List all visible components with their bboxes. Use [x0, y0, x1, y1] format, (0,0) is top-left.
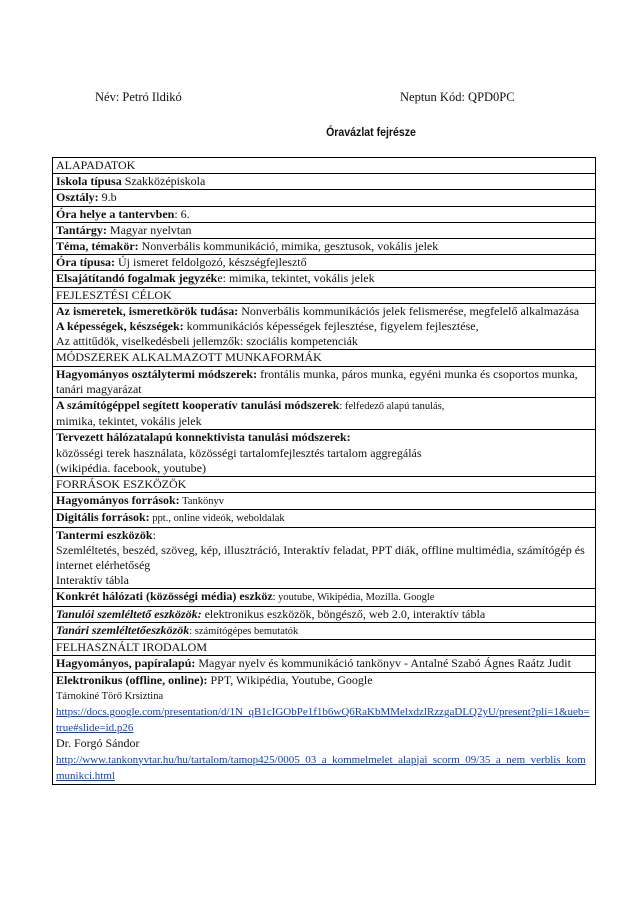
table-row — [53, 303, 596, 350]
reference-link[interactable]: https://docs.google.com/presentation/d/1N_qB1cIGObPe1f1b6wQ6RaKbMMelxdzlRzzgaDLQ2yU/present?pli=1&ueb=true#slide=id.p26 — [56, 705, 590, 735]
table-row — [53, 656, 596, 672]
table-row — [53, 158, 596, 174]
row-tanuloi — [53, 606, 596, 622]
row-elektronikus — [53, 672, 596, 784]
table-row — [53, 622, 596, 639]
row-value: : — [152, 527, 156, 542]
row-label: Óra típusa: — [56, 255, 116, 270]
row-label: A képességek, készségek: — [56, 319, 184, 334]
row-label: Az ismeretek, ismeretkörök tudása: — [56, 303, 239, 318]
row-celok — [53, 303, 596, 350]
table-row — [53, 239, 596, 255]
row-value: (wikipédia. facebook, youtube) — [56, 460, 206, 475]
author-name: Tárnokiné Törő Krsiztina — [56, 690, 164, 702]
row-value: közösségi terek használata, közösségi tartalomfejlesztés tartalom aggregálás — [56, 445, 422, 460]
author-name: Dr. Forgó Sándor — [56, 736, 140, 751]
table-row — [53, 527, 596, 589]
row-value: kommunikációs képességek fejlesztése, figyelem fejlesztése, — [183, 319, 479, 334]
section-forrasok: FORRÁSOK ESZKÖZÖK — [53, 477, 596, 493]
row-tantermi — [53, 527, 596, 589]
row-ora-tipusa — [53, 255, 596, 271]
row-konkret — [53, 589, 596, 606]
row-label: Iskola típusa — [56, 174, 122, 189]
table-row — [53, 398, 596, 430]
table-row — [53, 366, 596, 397]
row-value: ppt., online videók, weboldalak — [149, 513, 285, 525]
row-label: Hagyományos források: — [56, 493, 180, 508]
row-value: Szemléltetés, beszéd, szöveg, kép, illusztráció, Interaktív feladat, PPT diák, offline multimédia, számítógép és internet elérhetőség — [56, 542, 585, 573]
row-halozat — [53, 430, 596, 477]
row-label: Tanulói szemléltető eszközök: — [56, 606, 202, 621]
table-row — [53, 350, 596, 366]
row-value: Nonverbális kommunikációs jelek felismerése, megfelelő alkalmazása — [238, 303, 580, 318]
section-fejlesztesi: FEJLESZTÉSI CÉLOK — [53, 287, 596, 303]
table-row — [53, 430, 596, 477]
section-modszerek: MÓDSZEREK ALKALMAZOTT MUNKAFORMÁK — [53, 350, 596, 366]
row-label: Tervezett hálózatalapú konnektivista tanulási módszerek: — [56, 430, 351, 445]
table-row — [53, 589, 596, 606]
row-dig-forras — [53, 510, 596, 527]
section-alapadatok: ALAPADATOK — [53, 158, 596, 174]
row-fogalmak — [53, 271, 596, 287]
row-value: Szakközépiskola — [121, 174, 206, 189]
table-row — [53, 640, 596, 656]
row-tema — [53, 239, 596, 255]
table-row — [53, 606, 596, 622]
row-iskola — [53, 174, 596, 190]
row-value: Interaktív tábla — [56, 573, 129, 588]
row-value: : felfedező alapú tanulás, — [339, 401, 445, 413]
row-label: Tantárgy: — [56, 222, 107, 237]
row-value: Magyar nyelvtan — [106, 222, 192, 237]
row-szamitogep — [53, 398, 596, 430]
row-osztaly — [53, 190, 596, 206]
table-row — [53, 255, 596, 271]
row-tanari — [53, 622, 596, 639]
table-row — [53, 672, 596, 784]
row-hagy-forras — [53, 493, 596, 510]
row-label: Hagyományos osztálytermi módszerek: — [56, 366, 258, 381]
section-irodalom: FELHASZNÁLT IRODALOM — [53, 640, 596, 656]
row-papir — [53, 656, 596, 672]
row-value: : számítógépes bemutatók — [189, 625, 299, 637]
row-label: Elsajátítandó fogalmak jegyzék — [56, 271, 218, 286]
student-name: Név: Petró Ildikó — [95, 90, 182, 104]
row-value: PPT, Wikipédia, Youtube, Google — [207, 672, 373, 687]
row-value: : 6. — [174, 206, 190, 221]
row-value: Tankönyv — [179, 496, 224, 508]
table-row — [53, 190, 596, 206]
reference-link[interactable]: http://www.tankonyvtar.hu/hu/tartalom/tamop425/0005_03_a_kommelmelet_alapjai_scorm_09/35_a_nem_verblis_kommunikci.html — [56, 753, 586, 782]
row-value: elektronikus eszközök, böngésző, web 2.0, interaktív tábla — [201, 606, 486, 621]
row-label: Osztály: — [56, 190, 99, 205]
table-row — [53, 477, 596, 493]
table-row — [53, 510, 596, 527]
row-value: frontális munka, páros munka, egyéni munka és csoportos munka, tanári magyarázat — [56, 366, 578, 396]
row-label: Tantermi eszközök — [56, 527, 153, 542]
row-label: Óra helye a tantervben — [56, 206, 175, 221]
row-label: Téma, témakör: — [56, 239, 139, 254]
row-value: Nonverbális kommunikáció, mimika, gesztusok, vokális jelek — [138, 239, 439, 254]
row-value: 9.b — [98, 190, 117, 205]
row-value: Magyar nyelv és kommunikáció tankönyv - Antalné Szabó Ágnes Raátz Judit — [195, 656, 571, 671]
row-value: : youtube, Wikipédia, Mozilla. Google — [272, 592, 435, 604]
row-label: Elektronikus (offline, online): — [56, 672, 208, 687]
table-row — [53, 493, 596, 510]
row-label: Digitális források: — [56, 510, 150, 525]
row-label: Hagyományos, papíralapú: — [56, 656, 196, 671]
neptun-code: Neptun Kód: QPD0PC — [400, 90, 515, 104]
row-value: Új ismeret feldolgozó, készségfejlesztő — [115, 255, 307, 270]
row-tantargy — [53, 222, 596, 238]
lesson-plan-table — [52, 157, 596, 785]
page-subtitle: Óravázlat fejrésze — [326, 125, 416, 139]
row-value: Az attitűdök, viselkedésbeli jellemzők: szociális kompetenciák — [56, 334, 358, 349]
row-value: e: mimika, tekintet, vokális jelek — [217, 271, 375, 286]
table-row — [53, 271, 596, 287]
row-hagyomanyos — [53, 366, 596, 397]
row-value: mimika, tekintet, vokális jelek — [56, 414, 202, 429]
table-row — [53, 206, 596, 222]
row-label: Tanári szemléltetőeszközök — [56, 622, 190, 637]
table-row — [53, 287, 596, 303]
table-row — [53, 174, 596, 190]
row-label: Konkrét hálózati (közösségi média) eszköz — [56, 589, 273, 604]
row-ora-helye — [53, 206, 596, 222]
row-label: A számítógéppel segített kooperatív tanulási módszerek — [56, 398, 340, 413]
table-row — [53, 222, 596, 238]
